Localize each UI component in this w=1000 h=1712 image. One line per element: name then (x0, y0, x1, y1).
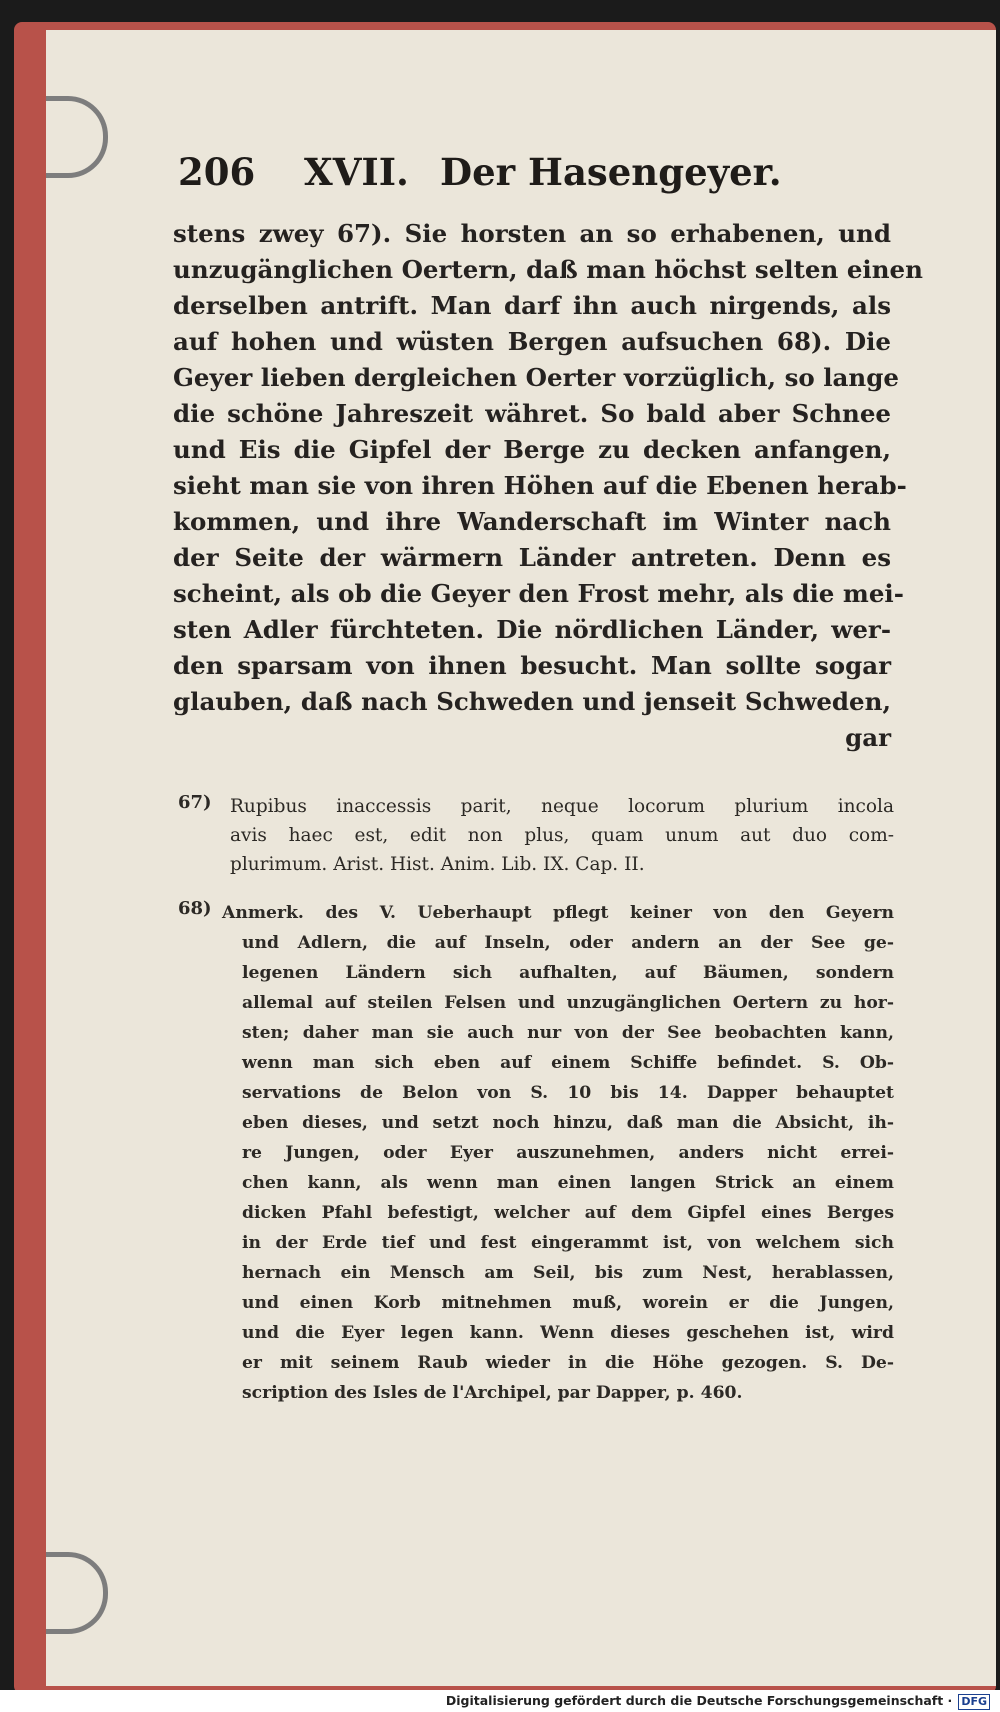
body-line: glauben, daß nach Schweden und jenseit Schweden, (173, 687, 891, 716)
footnote-line: plurimum. Arist. Hist. Anim. Lib. IX. Cap. II. (230, 854, 645, 875)
footnote-line: re Jungen, oder Eyer auszunehmen, anders nicht errei- (242, 1143, 894, 1163)
footnote-line: Anmerk. des V. Ueberhaupt pflegt keiner von den Geyern (222, 903, 894, 923)
body-line: unzugänglichen Oertern, daß man höchst selten einen (173, 255, 923, 284)
page-number: 206 (178, 150, 256, 194)
body-line: den sparsam von ihnen besucht. Man sollte sogar (173, 651, 891, 680)
body-line: auf hohen und wüsten Bergen aufsuchen 68). Die (173, 327, 891, 356)
footnote-line: legenen Ländern sich aufhalten, auf Bäumen, sondern (242, 963, 894, 983)
body-line: und Eis die Gipfel der Berge zu decken anfangen, (173, 435, 891, 464)
footnote-line: und Adlern, die auf Inseln, oder andern an der See ge- (242, 933, 894, 953)
body-line: derselben antrift. Man darf ihn auch nirgends, als (173, 291, 891, 320)
footnote-line: er mit seinem Raub wieder in die Höhe gezogen. S. De- (242, 1353, 894, 1373)
footnote-line: avis haec est, edit non plus, quam unum aut duo com- (230, 825, 894, 846)
body-line: stens zwey 67). Sie horsten an so erhabenen, und (173, 219, 891, 248)
chapter-number: XVII. (304, 150, 409, 194)
footnote-line: chen kann, als wenn man einen langen Strick an einem (242, 1173, 894, 1193)
footnote-line: allemal auf steilen Felsen und unzugänglichen Oertern zu hor- (242, 993, 894, 1013)
footnote-mark: 67) (178, 792, 212, 813)
footnote-line: Rupibus inaccessis parit, neque locorum plurium incola (230, 796, 894, 817)
page-clip-bottom (46, 1552, 108, 1634)
footnote-line: servations de Belon von S. 10 bis 14. Dapper behauptet (242, 1083, 894, 1103)
body-line: die schöne Jahreszeit währet. So bald aber Schnee (173, 399, 891, 428)
footnote-line: scription des Isles de l'Archipel, par Dapper, p. 460. (242, 1383, 743, 1403)
footnote-67 (178, 792, 894, 888)
footnote-line: dicken Pfahl befestigt, welcher auf dem Gipfel eines Berges (242, 1203, 894, 1223)
footnote-68 (178, 898, 894, 1408)
funding-footer (0, 1690, 1000, 1712)
body-line: Geyer lieben dergleichen Oerter vorzüglich, so lange (173, 363, 899, 392)
footnotes (178, 792, 894, 1408)
body-line: sieht man sie von ihren Höhen auf die Ebenen herab- (173, 471, 907, 500)
funding-text: Digitalisierung gefördert durch die Deutsche Forschungsgemeinschaft · (445, 1693, 953, 1708)
footnote-line: in der Erde tief und fest eingerammt ist, von welchem sich (242, 1233, 894, 1253)
body-line: sten Adler fürchteten. Die nördlichen Länder, wer- (173, 615, 891, 644)
body-line: scheint, als ob die Geyer den Frost mehr, als die mei- (173, 579, 904, 608)
footnote-line: hernach ein Mensch am Seil, bis zum Nest, herablassen, (242, 1263, 894, 1283)
page-clip-top (46, 96, 108, 178)
catchword: gar (845, 723, 891, 752)
dfg-logo-icon: DFG (958, 1694, 990, 1710)
body-line: der Seite der wärmern Länder antreten. Denn es (173, 543, 891, 572)
chapter-title: Der Hasengeyer. (440, 150, 782, 194)
footnote-line: sten; daher man sie auch nur von der See beobachten kann, (242, 1023, 894, 1043)
footnote-line: und einen Korb mitnehmen muß, worein er die Jungen, (242, 1293, 894, 1313)
footnote-line: eben dieses, und setzt noch hinzu, daß man die Absicht, ih- (242, 1113, 894, 1133)
footnote-line: und die Eyer legen kann. Wenn dieses geschehen ist, wird (242, 1323, 894, 1343)
body-text (173, 216, 923, 756)
footnote-line: wenn man sich eben auf einem Schiffe befindet. S. Ob- (242, 1053, 894, 1073)
body-line: kommen, und ihre Wanderschaft im Winter nach (173, 507, 891, 536)
page-header (178, 150, 782, 200)
footnote-mark: 68) (178, 898, 212, 919)
